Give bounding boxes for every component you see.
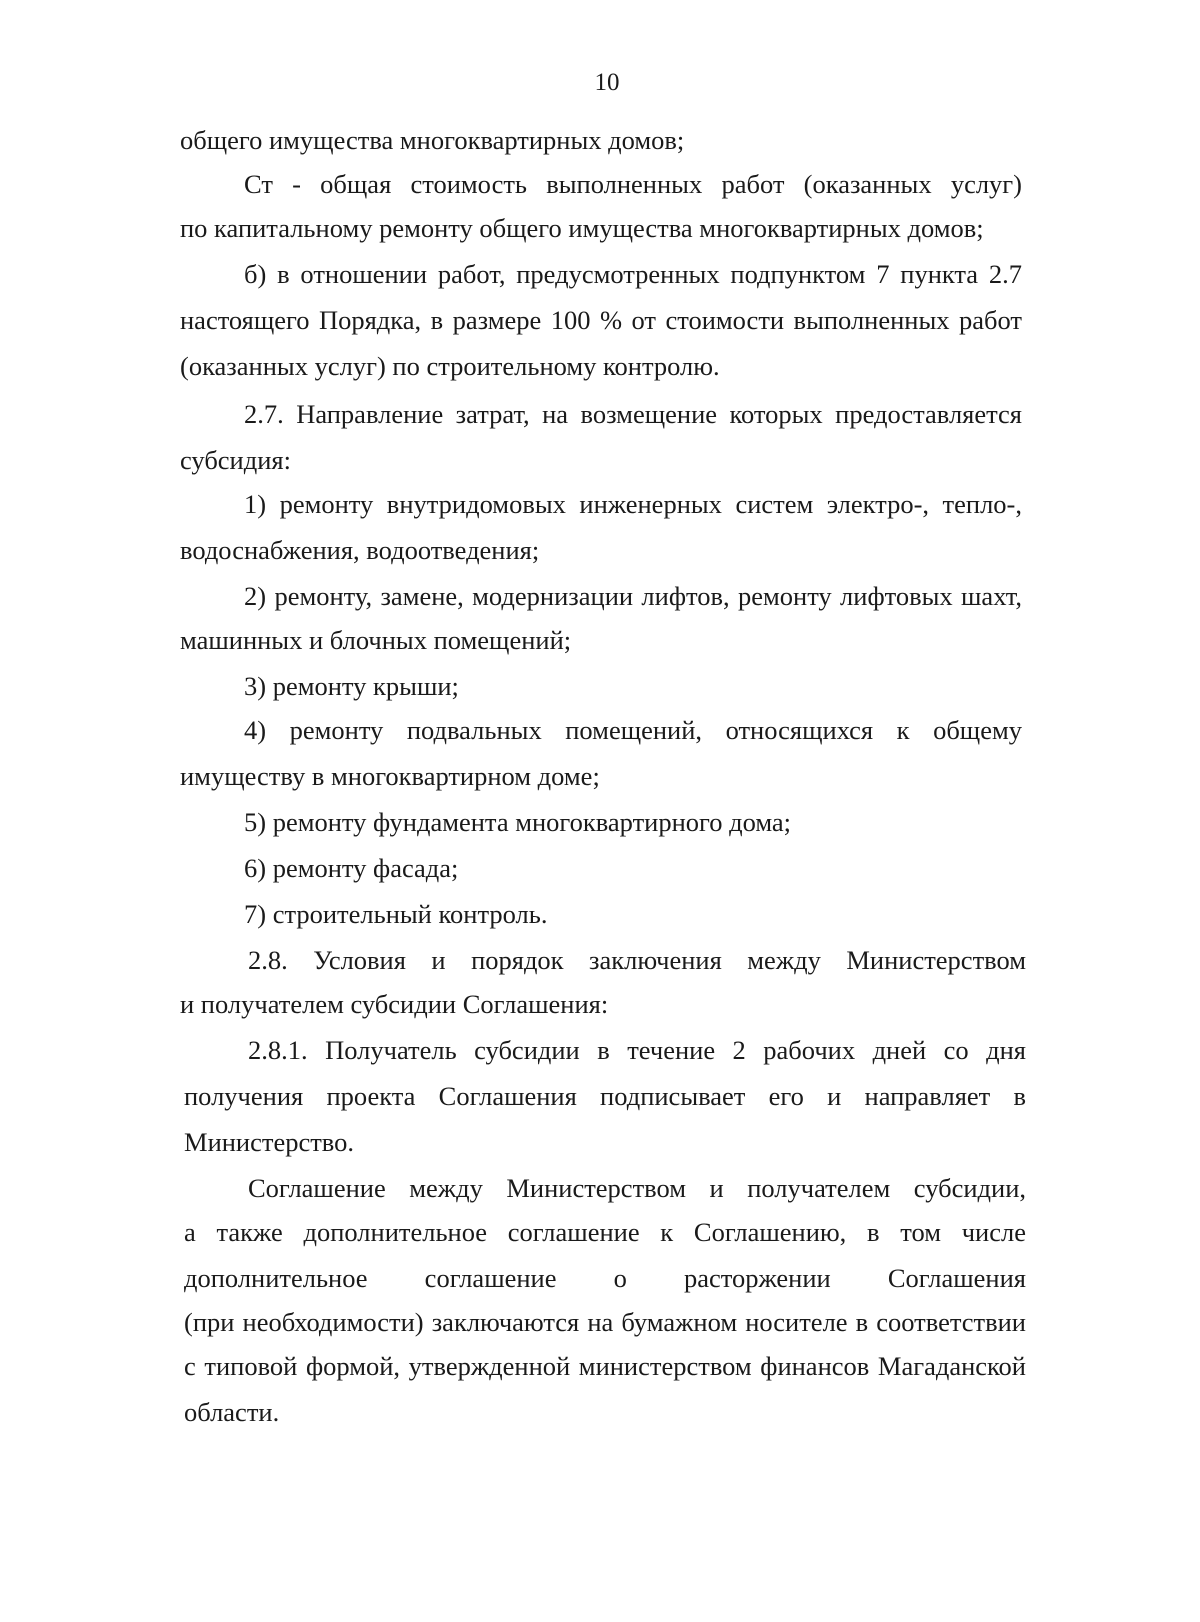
text-line: 5) ремонту фундамента многоквартирного дома; (244, 807, 792, 837)
text-line: Ст - общая стоимость выполненных работ (оказанных услуг) (244, 169, 1022, 199)
text-line: 1) ремонту внутридомовых инженерных систем электро-, тепло-, (244, 489, 1022, 519)
page-number: 10 (594, 69, 620, 96)
text-line: водоснабжения, водоотведения; (180, 535, 540, 565)
text-line: (оказанных услуг) по строительному контролю. (180, 351, 720, 381)
text-line: имуществу в многоквартирном доме; (180, 761, 600, 791)
text-line: а также дополнительное соглашение к Соглашению, в том числе (184, 1217, 1026, 1247)
text-line: 2.8.1. Получатель субсидии в течение 2 рабочих дней со дня (248, 1035, 1026, 1065)
text-line: настоящего Порядка, в размере 100 % от стоимости выполненных работ (180, 305, 1022, 335)
text-line: 2) ремонту, замене, модернизации лифтов, ремонту лифтовых шахт, (244, 581, 1022, 611)
text-line: 4) ремонту подвальных помещений, относящихся к общему (244, 715, 1022, 745)
text-line: Министерство. (184, 1127, 355, 1157)
text-line: с типовой формой, утвержденной министерством финансов Магаданской (184, 1351, 1026, 1381)
text-line: 2.8. Условия и порядок заключения между Министерством (248, 945, 1026, 975)
text-line: (при необходимости) заключаются на бумажном носителе в соответствии (184, 1307, 1026, 1337)
text-line: общего имущества многоквартирных домов; (180, 125, 685, 155)
text-line: по капитальному ремонту общего имущества многоквартирных домов; (180, 213, 984, 243)
text-line: дополнительное соглашение о расторжении Соглашения (184, 1263, 1026, 1293)
text-line: Соглашение между Министерством и получателем субсидии, (248, 1173, 1026, 1203)
text-line: 2.7. Направление затрат, на возмещение которых предоставляется (244, 399, 1022, 429)
text-line: 6) ремонту фасада; (244, 853, 459, 883)
text-line: машинных и блочных помещений; (180, 625, 572, 655)
text-line: б) в отношении работ, предусмотренных подпунктом 7 пункта 2.7 (244, 259, 1022, 289)
text-line: области. (184, 1397, 280, 1427)
text-line: получения проекта Соглашения подписывает его и направляет в (184, 1081, 1026, 1111)
text-line: и получателем субсидии Соглашения: (180, 989, 609, 1019)
text-line: 3) ремонту крыши; (244, 671, 459, 701)
text-line: 7) строительный контроль. (244, 899, 548, 929)
text-line: субсидия: (180, 445, 291, 475)
